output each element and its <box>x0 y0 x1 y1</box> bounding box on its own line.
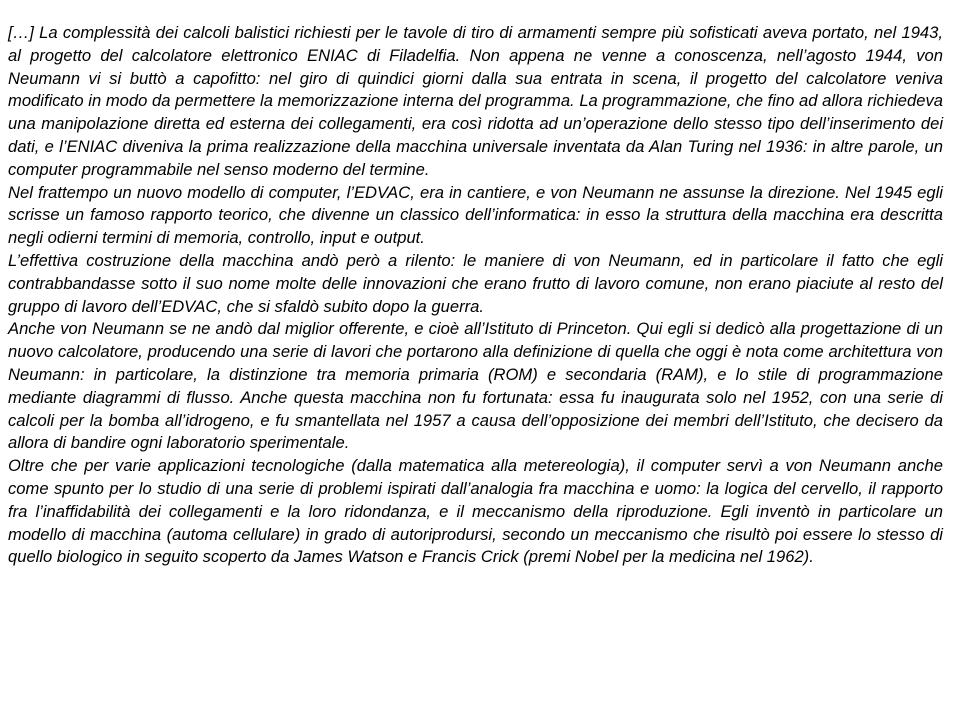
paragraph-eniac: […] La complessità dei calcoli balistici richiesti per le tavole di tiro di armamenti sempre più sofisticati aveva portato, nel 1943, al progetto del calcolatore elettronico ENIAC di Filadelfia. Non appena ne venne a conoscenza, nell’agosto 1944, von Neumann vi si buttò a capofitto: nel giro di quindici giorni dalla sua entrata in scena, il progetto del calcolatore veniva modificato in modo da permettere la memorizzazione interna del programma. La programmazione, che fino ad allora richiedeva una manipolazione diretta ed esterna dei collegamenti, era così ridotta ad un’operazione dello stesso tipo dell’inserimento dei dati, e l’ENIAC diveniva la prima realizzazione della macchina universale inventata da Alan Turing nel 1936: in altre parole, un computer programmabile nel senso moderno del termine. <box>8 23 943 179</box>
document-body <box>8 22 943 569</box>
paragraph-princeton: Anche von Neumann se ne andò dal miglior offerente, e cioè all’Istituto di Princeton. Qui egli si dedicò alla progettazione di un nuovo calcolatore, producendo una serie di lavori che portarono alla definizione di quella che oggi è nota come architettura von Neumann: in particolare, la distinzione tra memoria primaria (ROM) e secondaria (RAM), e lo stile di programmazione mediante diagrammi di flusso. Anche questa macchina non fu fortunata: essa fu inaugurata solo nel 1952, con una serie di calcoli per la bomba all’idrogeno, e fu smantellata nel 1957 a causa dell’opposizione dei membri dell’Istituto, che decisero da allora di bandire ogni laboratorio sperimentale. <box>8 319 943 453</box>
paragraph-edvac: Nel frattempo un nuovo modello di computer, l’EDVAC, era in cantiere, e von Neumann ne assunse la direzione. Nel 1945 egli scrisse un famoso rapporto teorico, che divenne un classico dell’informatica: in esso la struttura della macchina era descritta negli odierni termini di memoria, controllo, input e output. <box>8 182 943 248</box>
paragraph-applications: Oltre che per varie applicazioni tecnologiche (dalla matematica alla metereologia), il computer servì a von Neumann anche come spunto per lo studio di una serie di problemi ispirati dall’analogia fra macchina e uomo: la logica del cervello, il rapporto fra l’inaffidabilità dei collegamenti e la loro ridondanza, e il meccanismo della riproduzione. Egli inventò in particolare un modello di macchina (automa cellulare) in grado di autoriprodursi, secondo un meccanismo che risultò poi essere lo stesso di quello biologico in seguito scoperto da James Watson e Francis Crick (premi Nobel per la medicina nel 1962). <box>8 456 943 567</box>
paragraph-construction: L’effettiva costruzione della macchina andò però a rilento: le maniere di von Neumann, ed in particolare il fatto che egli contrabbandasse sotto il suo nome molte delle innovazioni che erano frutto di lavoro comune, non erano piaciute al resto del gruppo di lavoro dell’EDVAC, che si sfaldò subito dopo la guerra. <box>8 250 943 316</box>
